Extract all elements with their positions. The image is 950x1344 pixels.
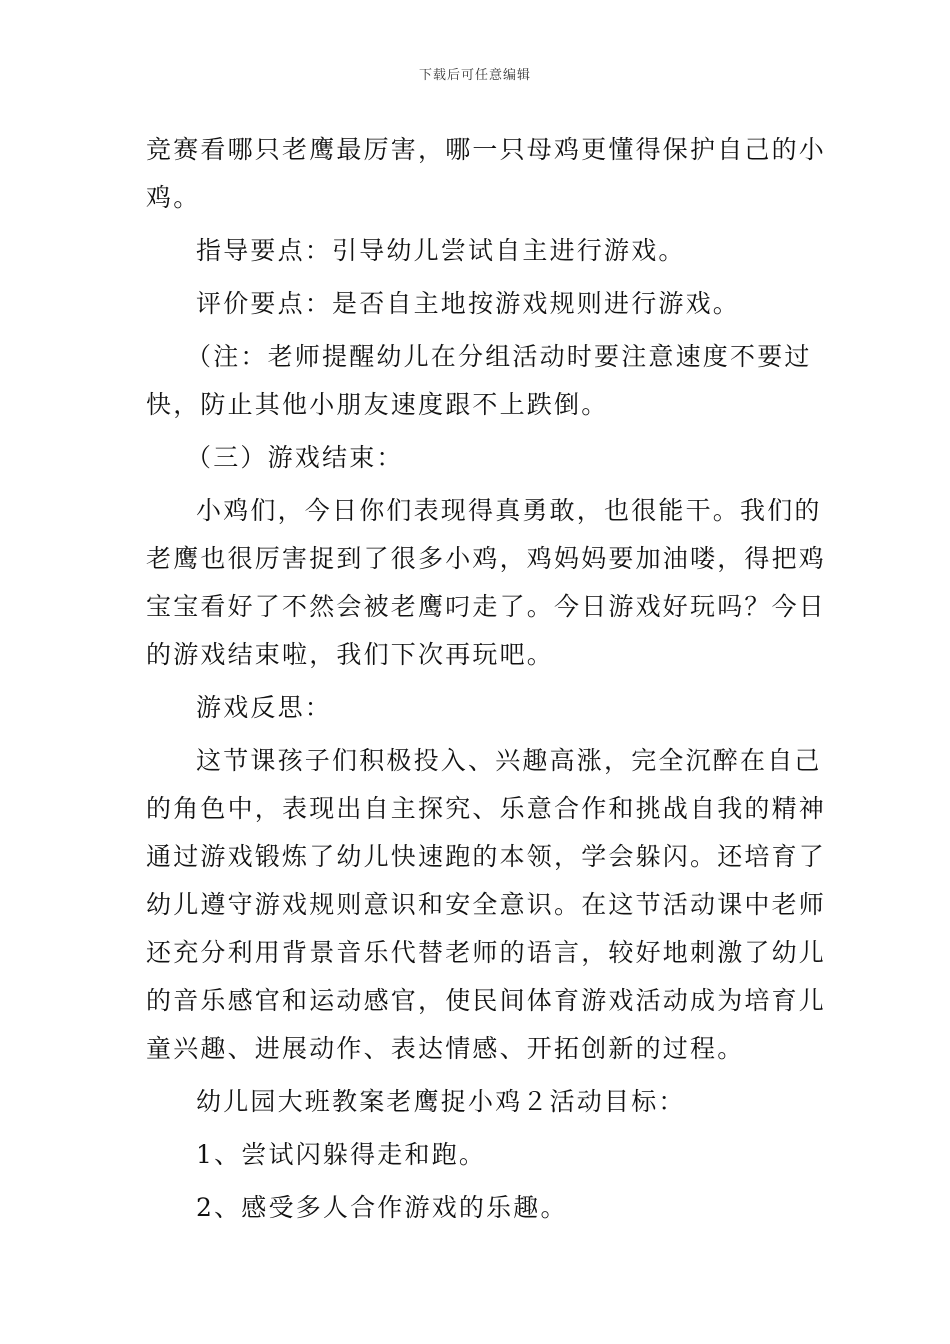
paragraph-evaluation — [146, 280, 806, 328]
text-line: 幼儿遵守游戏规则意识和安全意识。在这节活动课中老师 — [146, 890, 827, 919]
text-line: 游戏反思： — [196, 693, 333, 722]
paragraph-reflection — [146, 737, 827, 1073]
text-line: 快，防止其他小朋友速度跟不上跌倒。 — [146, 390, 609, 419]
section-heading-reflection — [146, 684, 806, 732]
text-line: 小鸡们，今日你们表现得真勇敢，也很能干。我们的 — [196, 496, 822, 525]
text-line: （三）游戏结束： — [186, 443, 404, 472]
text-line: 宝宝看好了不然会被老鹰叼走了。今日游戏好玩吗？今日 — [146, 592, 827, 621]
text-line: 1、尝试闪躲得走和跑。 — [196, 1140, 487, 1169]
text-line: 还充分利用背景音乐代替老师的语言，较好地刺激了幼儿 — [146, 938, 827, 967]
text-line: 这节课孩子们积极投入、兴趣高涨，完全沉醉在自己 — [196, 746, 822, 775]
goal-item-2 — [146, 1184, 806, 1232]
page-header-note: 下载后可任意编辑 — [418, 68, 531, 83]
text-line: 的游戏结束啦，我们下次再玩吧。 — [146, 640, 555, 669]
text-line: 老鹰也很厉害捉到了很多小鸡，鸡妈妈要加油喽，得把鸡 — [146, 544, 827, 573]
goal-item-1 — [146, 1131, 806, 1179]
text-line: 评价要点：是否自主地按游戏规则进行游戏。 — [196, 289, 741, 318]
paragraph-1 — [146, 126, 827, 222]
section-heading-game-end — [146, 434, 806, 482]
section-heading-lesson-2 — [146, 1078, 806, 1126]
text-line: 2、感受多人合作游戏的乐趣。 — [196, 1193, 568, 1222]
document-body — [146, 126, 827, 1232]
paragraph-guidance — [146, 227, 806, 275]
text-line: 幼儿园大班教案老鹰捉小鸡２活动目标： — [196, 1087, 686, 1116]
text-line: （注：老师提醒幼儿在分组活动时要注意速度不要过 — [186, 342, 812, 371]
text-line: 鸡。 — [146, 183, 201, 212]
text-line: 童兴趣、进展动作、表达情感、开拓创新的过程。 — [146, 1034, 745, 1063]
text-line: 竞赛看哪只老鹰最厉害，哪一只母鸡更懂得保护自己的小 — [146, 135, 827, 164]
text-line: 的音乐感官和运动感官，使民间体育游戏活动成为培育儿 — [146, 986, 827, 1015]
text-line: 指导要点：引导幼儿尝试自主进行游戏。 — [196, 236, 686, 265]
paragraph-note — [146, 333, 812, 429]
text-line: 的角色中，表现出自主探究、乐意合作和挑战自我的精神 — [146, 794, 827, 823]
text-line: 通过游戏锻炼了幼儿快速跑的本领，学会躲闪。还培育了 — [146, 842, 827, 871]
paragraph-game-end — [146, 487, 827, 679]
